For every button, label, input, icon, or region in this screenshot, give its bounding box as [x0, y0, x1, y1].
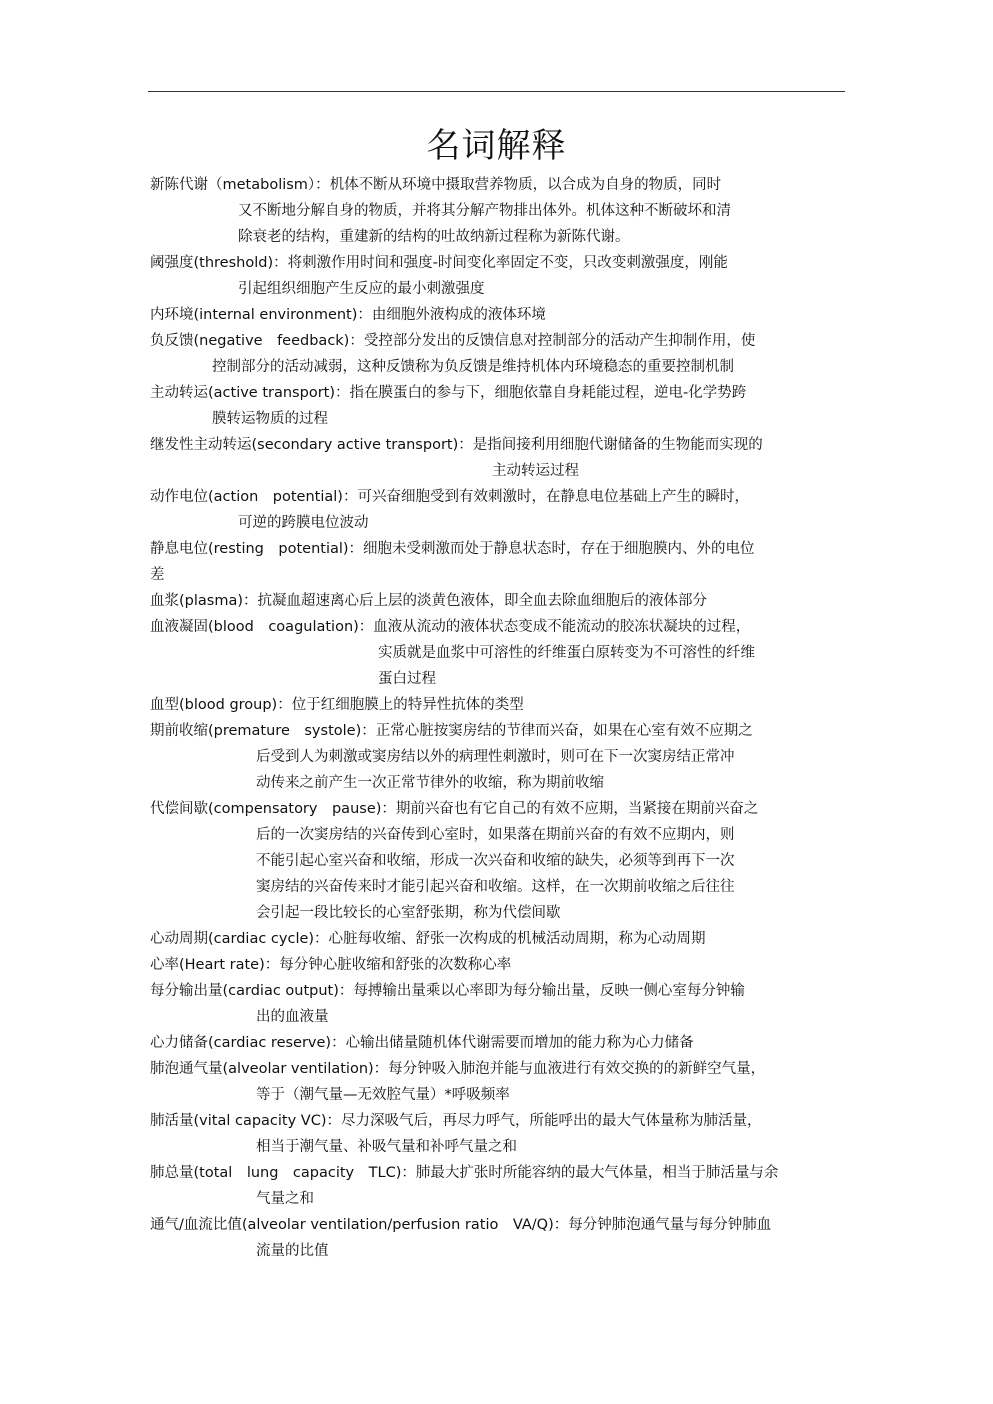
definition-vital-capacity: [150, 1108, 845, 1160]
definition-line: 肺泡通气量(alveolar ventilation)：每分钟吸入肺泡并能与血液进行有效交换的的新鲜空气量，: [150, 1061, 766, 1077]
definition-heart-rate: [150, 952, 845, 978]
definition-line: 不能引起心室兴奋和收缩，形成一次兴奋和收缩的缺失，必须等到再下一次: [256, 853, 735, 869]
definition-line: 血浆(plasma)：抗凝血超速离心后上层的淡黄色液体，即全血去除血细胞后的液体部分: [150, 593, 707, 609]
definition-total-lung-capacity: [150, 1160, 845, 1212]
page-title: 名词解释: [426, 126, 567, 166]
definition-line: 气量之和: [256, 1191, 314, 1207]
definition-line: 膜转运物质的过程: [212, 411, 328, 427]
definition-action-potential: [150, 484, 845, 536]
definition-line: 通气/血流比值(alveolar ventilation/perfusion ratio VA/Q)：每分钟肺泡通气量与每分钟肺血: [150, 1217, 772, 1233]
definition-secondary-active-transport: [150, 432, 845, 484]
definition-line: 又不断地分解自身的物质，并将其分解产物排出体外。机体这种不断破坏和清: [238, 203, 731, 219]
definition-line: 静息电位(resting potential)：细胞未受刺激而处于静息状态时，存在于细胞膜内、外的电位: [150, 541, 755, 557]
definition-line: 窦房结的兴奋传来时才能引起兴奋和收缩。这样，在一次期前收缩之后往往: [256, 879, 735, 895]
definition-line: 肺活量(vital capacity VC)：尽力深吸气后，再尽力呼气，所能呼出的最大气体量称为肺活量，: [150, 1113, 762, 1129]
definition-cardiac-cycle: [150, 926, 845, 952]
definition-line: 心动周期(cardiac cycle)：心脏每收缩、舒张一次构成的机械活动周期，称为心动周期: [150, 931, 706, 947]
definition-line: 血液凝固(blood coagulation)：血液从流动的液体状态变成不能流动的胶冻状凝块的过程，: [150, 619, 751, 635]
definition-line: 引起组织细胞产生反应的最小刺激强度: [238, 281, 485, 297]
definition-line: 流量的比值: [256, 1243, 329, 1259]
definition-line: 每分输出量(cardiac output)：每搏输出量乘以心率即为每分输出量，反映一侧心室每分钟输: [150, 983, 745, 999]
header-rule: [148, 91, 845, 92]
definition-premature-systole: [150, 718, 845, 796]
definition-alveolar-ventilation: [150, 1056, 845, 1108]
definition-line: 后的一次窦房结的兴奋传到心室时，如果落在期前兴奋的有效不应期内，则: [256, 827, 735, 843]
definition-compensatory-pause: [150, 796, 845, 926]
definition-line: 心力储备(cardiac reserve)：心输出储量随机体代谢需要而增加的能力称为心力储备: [150, 1035, 694, 1051]
definition-cardiac-output: [150, 978, 845, 1030]
definition-line: 等于（潮气量—无效腔气量）*呼吸频率: [256, 1087, 510, 1103]
definition-line: 新陈代谢（metabolism）：机体不断从环境中摄取营养物质，以合成为自身的物质，同时: [150, 177, 722, 193]
definition-line: 负反馈(negative feedback)：受控部分发出的反馈信息对控制部分的活动产生抑制作用，使: [150, 333, 756, 349]
definition-line: 主动转运过程: [492, 463, 579, 479]
definition-line: 差: [150, 567, 165, 583]
definitions-list: [150, 172, 845, 1264]
definition-line: 会引起一段比较长的心室舒张期，称为代偿间歇: [256, 905, 561, 921]
definition-line: 主动转运(active transport)：指在膜蛋白的参与下，细胞依靠自身耗能过程，逆电-化学势跨: [150, 385, 747, 401]
definition-line: 内环境(internal environment)：由细胞外液构成的液体环境: [150, 307, 546, 323]
definition-resting-potential: [150, 536, 845, 588]
definition-blood-coagulation: [150, 614, 845, 692]
definition-plasma: [150, 588, 845, 614]
definition-line: 动作电位(action potential)：可兴奋细胞受到有效刺激时，在静息电位基础上产生的瞬时，: [150, 489, 749, 505]
definition-line: 继发性主动转运(secondary active transport)：是指间接利用细胞代谢储备的生物能而实现的: [150, 437, 763, 453]
definition-line: 后受到人为刺激或窦房结以外的病理性刺激时，则可在下一次窦房结正常冲: [256, 749, 735, 765]
definition-ventilation-perfusion-ratio: [150, 1212, 845, 1264]
definition-line: 可逆的跨膜电位波动: [238, 515, 369, 531]
definition-line: 肺总量(total lung capacity TLC)：肺最大扩张时所能容纳的最大气体量，相当于肺活量与余: [150, 1165, 779, 1181]
definition-line: 控制部分的活动减弱，这种反馈称为负反馈是维持机体内环境稳态的重要控制机制: [212, 359, 734, 375]
definition-blood-group: [150, 692, 845, 718]
definition-internal-environment: [150, 302, 845, 328]
definition-threshold: [150, 250, 845, 302]
definition-metabolism: [150, 172, 845, 250]
definition-line: 除衰老的结构，重建新的结构的吐故纳新过程称为新陈代谢。: [238, 229, 630, 245]
definition-line: 心率(Heart rate)：每分钟心脏收缩和舒张的次数称心率: [150, 957, 512, 973]
definition-line: 实质就是血浆中可溶性的纤维蛋白原转变为不可溶性的纤维: [378, 645, 755, 661]
definition-line: 代偿间歇(compensatory pause)：期前兴奋也有它自己的有效不应期，当紧接在期前兴奋之: [150, 801, 759, 817]
definition-line: 相当于潮气量、补吸气量和补呼气量之和: [256, 1139, 517, 1155]
definition-line: 阈强度(threshold)：将刺激作用时间和强度-时间变化率固定不变，只改变刺激强度，刚能: [150, 255, 728, 271]
definition-line: 出的血液量: [256, 1009, 329, 1025]
definition-line: 血型(blood group)：位于红细胞膜上的特异性抗体的类型: [150, 697, 524, 713]
definition-line: 蛋白过程: [378, 671, 436, 687]
definition-cardiac-reserve: [150, 1030, 845, 1056]
definition-line: 动传来之前产生一次正常节律外的收缩，称为期前收缩: [256, 775, 604, 791]
definition-line: 期前收缩(premature systole)：正常心脏按窦房结的节律而兴奋，如果在心室有效不应期之: [150, 723, 753, 739]
definition-negative-feedback: [150, 328, 845, 380]
definition-active-transport: [150, 380, 845, 432]
